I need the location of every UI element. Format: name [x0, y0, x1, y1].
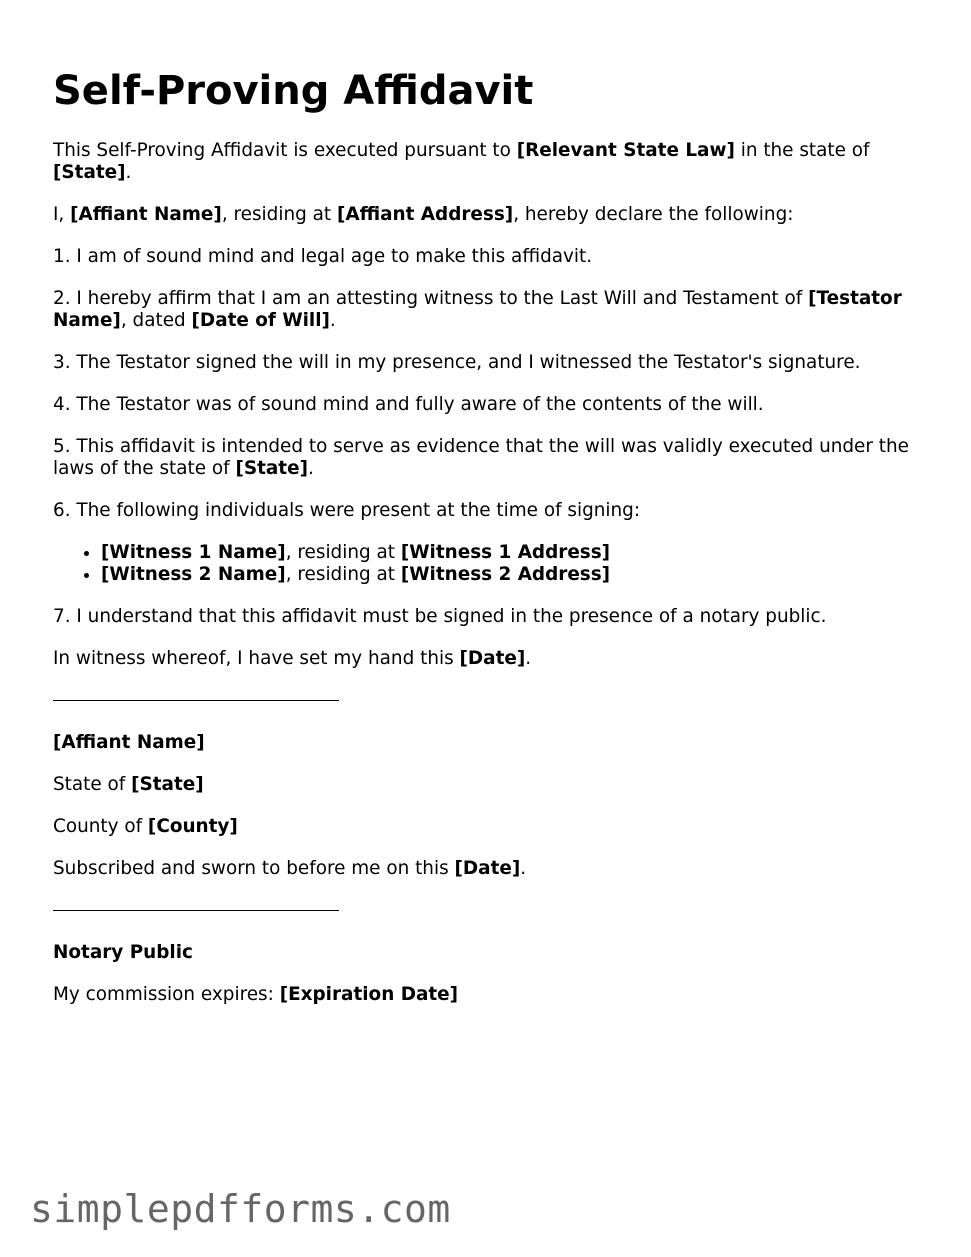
- document-title: Self-Proving Affidavit: [53, 68, 534, 114]
- notary-label: [53, 942, 913, 964]
- declaration-text-2: , residing at: [221, 204, 337, 225]
- intro-text-3: .: [125, 162, 132, 183]
- declaration-paragraph: [53, 204, 913, 226]
- witness-list-item: [101, 542, 913, 564]
- clause-1: 1. I am of sound mind and legal age to make this affidavit.: [53, 246, 593, 267]
- witness-whereof-paragraph: [53, 648, 913, 670]
- declaration-text-3: , hereby declare the following:: [513, 204, 794, 225]
- clause-6: 6. The following individuals were present at the time of signing:: [53, 500, 641, 521]
- document-page: [53, 62, 913, 1026]
- declaration-text-1: I,: [53, 204, 71, 225]
- watermark-text: simplepdfforms.com: [30, 1187, 451, 1231]
- notary-public-label: Notary Public: [53, 942, 193, 963]
- clause-7: 7. I understand that this affidavit must be signed in the presence of a notary public.: [53, 606, 827, 627]
- sworn-text-2: .: [520, 858, 527, 879]
- notary-signature-line: [53, 900, 913, 922]
- state-placeholder: [State]: [235, 458, 308, 479]
- date-of-will-placeholder: [Date of Will]: [191, 310, 330, 331]
- clause-2-text-1: 2. I hereby affirm that I am an attesting witness to the Last Will and Testament of: [53, 288, 809, 309]
- witness-whereof-text-1: In witness whereof, I have set my hand this: [53, 648, 460, 669]
- affiant-signature-name: [53, 732, 913, 754]
- relevant-law-placeholder: [Relevant State Law]: [516, 140, 735, 161]
- clause-2-text-3: .: [329, 310, 336, 331]
- intro-text-1: This Self-Proving Affidavit is executed pursuant to: [53, 140, 517, 161]
- witness-list: [53, 542, 913, 586]
- testator-name-placeholder: [Testator Name]: [53, 288, 902, 331]
- affiant-address-placeholder: [Affiant Address]: [336, 204, 514, 225]
- witness-name-placeholder: [Witness 1 Name]: [101, 542, 286, 563]
- witness-address-placeholder: [Witness 2 Address]: [400, 564, 611, 585]
- affiant-name-placeholder: [Affiant Name]: [70, 204, 222, 225]
- witness-separator: , residing at: [285, 564, 401, 585]
- signature-rule: [53, 700, 339, 701]
- intro-text-2: in the state of: [734, 140, 870, 161]
- county-line-label: County of: [53, 816, 148, 837]
- state-line: [53, 774, 913, 796]
- commission-label: My commission expires:: [53, 984, 280, 1005]
- sworn-text-1: Subscribed and sworn to before me on this: [53, 858, 455, 879]
- state-placeholder: [State]: [53, 162, 126, 183]
- county-placeholder: [County]: [147, 816, 238, 837]
- sworn-paragraph: [53, 858, 913, 880]
- witness-name-placeholder: [Witness 2 Name]: [101, 564, 286, 585]
- clause-5-text-1: 5. This affidavit is intended to serve as evidence that the will was validly executed under the laws of the state of: [53, 436, 909, 479]
- clause-5-text-2: .: [307, 458, 314, 479]
- clause-3: 3. The Testator signed the will in my presence, and I witnessed the Testator's signature.: [53, 352, 861, 373]
- witness-separator: , residing at: [285, 542, 401, 563]
- intro-paragraph: [53, 140, 913, 184]
- date-placeholder: [Date]: [454, 858, 521, 879]
- signature-rule: [53, 910, 339, 911]
- county-line: [53, 816, 913, 838]
- clause-2: [53, 288, 913, 332]
- clause-4: 4. The Testator was of sound mind and fully aware of the contents of the will.: [53, 394, 764, 415]
- expiration-date-placeholder: [Expiration Date]: [279, 984, 459, 1005]
- witness-list-item: [101, 564, 913, 586]
- clause-2-text-2: , dated: [120, 310, 192, 331]
- state-line-label: State of: [53, 774, 132, 795]
- commission-line: [53, 984, 913, 1006]
- affiant-name-placeholder: [Affiant Name]: [53, 732, 205, 753]
- clause-5: [53, 436, 913, 480]
- affiant-signature-line: [53, 690, 913, 712]
- witness-whereof-text-2: .: [525, 648, 532, 669]
- state-placeholder: [State]: [131, 774, 204, 795]
- witness-address-placeholder: [Witness 1 Address]: [400, 542, 611, 563]
- date-placeholder: [Date]: [459, 648, 526, 669]
